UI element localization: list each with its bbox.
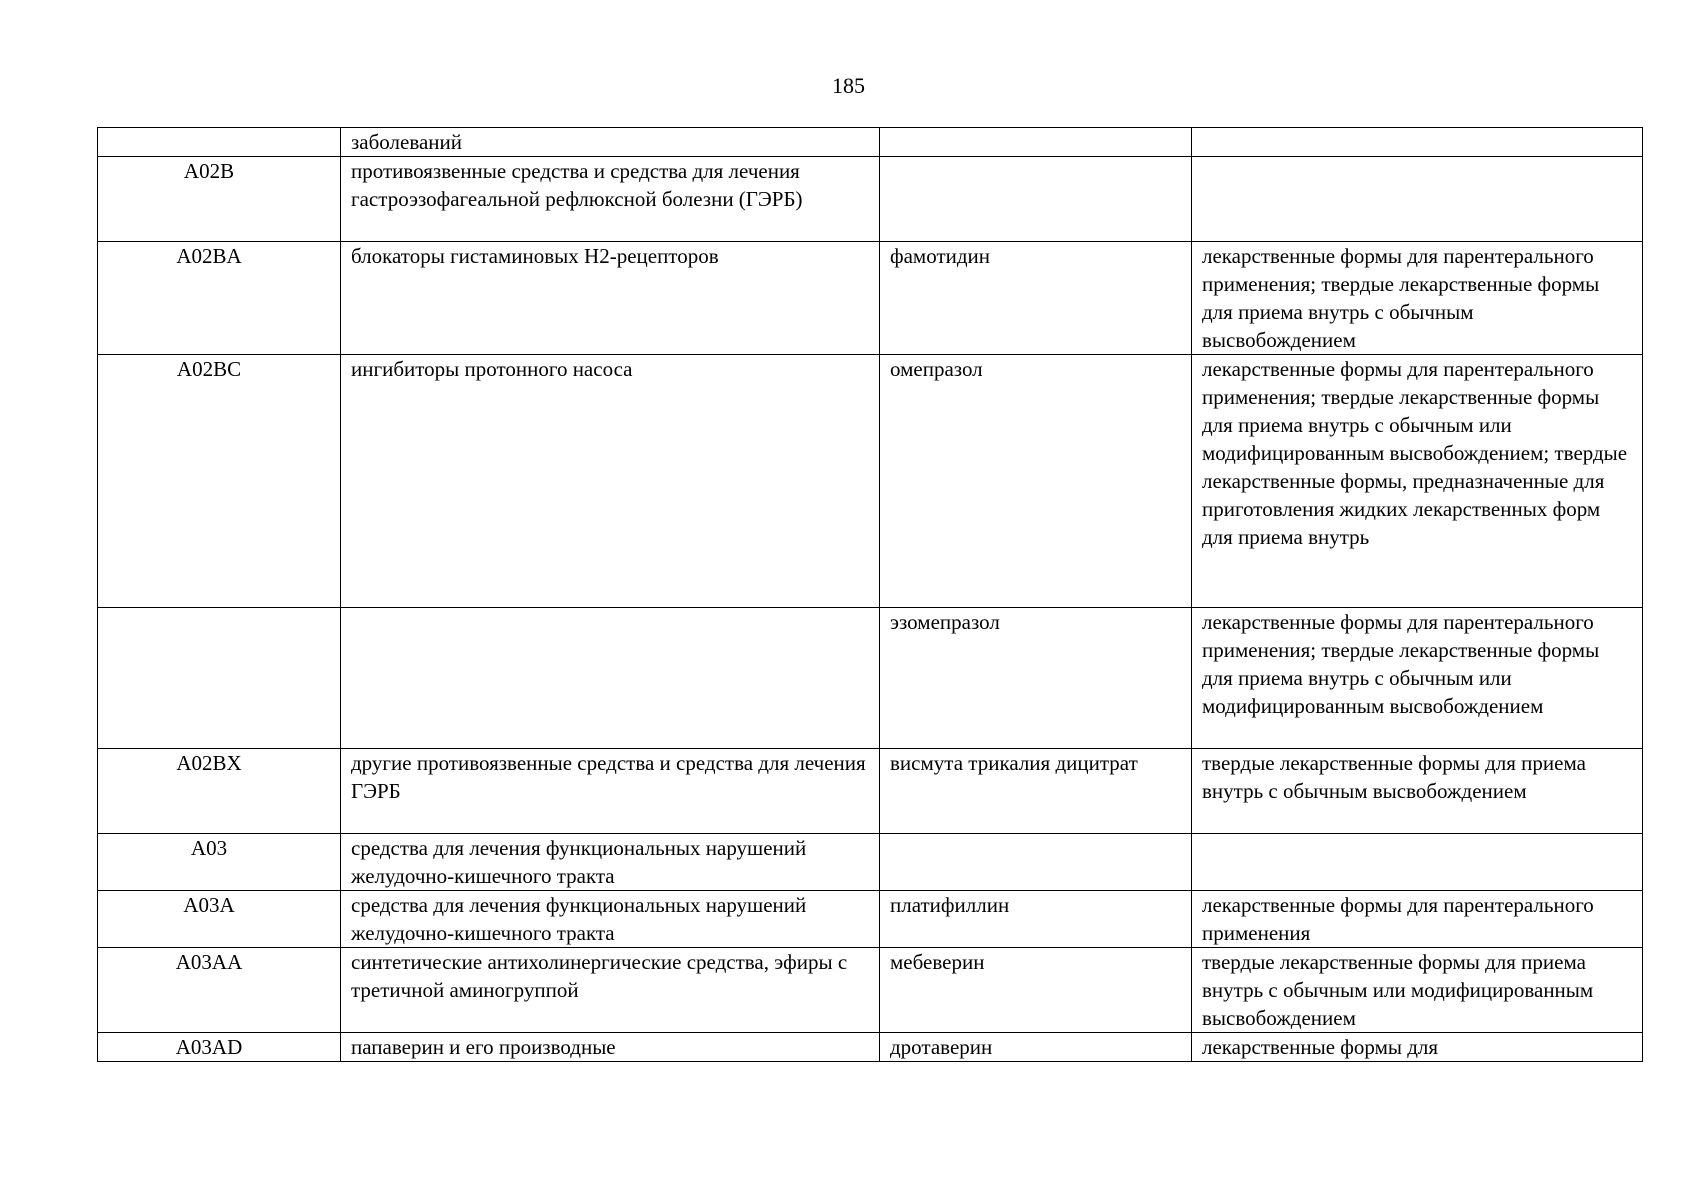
atc-code-cell: A03A bbox=[98, 891, 341, 948]
drug-name-cell bbox=[880, 157, 1192, 242]
table-row bbox=[98, 355, 1643, 608]
drug-table bbox=[97, 127, 1643, 1062]
dosage-forms-cell: лекарственные формы для парентерального применения; твердые лекарственные формы для приема внутрь с обычным или модифицированным высвобождением bbox=[1192, 608, 1643, 749]
drug-name-cell: фамотидин bbox=[880, 242, 1192, 355]
dosage-forms-cell bbox=[1192, 834, 1643, 891]
atc-code-cell: A02B bbox=[98, 157, 341, 242]
atc-code-cell: A03 bbox=[98, 834, 341, 891]
drug-name-cell: омепразол bbox=[880, 355, 1192, 608]
group-name-cell: средства для лечения функциональных нарушений желудочно-кишечного тракта bbox=[341, 834, 880, 891]
group-name-cell: синтетические антихолинергические средства, эфиры с третичной аминогруппой bbox=[341, 948, 880, 1033]
table-row bbox=[98, 157, 1643, 242]
atc-code-cell bbox=[98, 128, 341, 157]
group-name-cell bbox=[341, 608, 880, 749]
drug-name-cell: мебеверин bbox=[880, 948, 1192, 1033]
atc-code-cell bbox=[98, 608, 341, 749]
drug-name-cell bbox=[880, 128, 1192, 157]
table-row bbox=[98, 242, 1643, 355]
group-name-cell: заболеваний bbox=[341, 128, 880, 157]
table-row bbox=[98, 128, 1643, 157]
page-number: 185 bbox=[832, 73, 865, 98]
dosage-forms-cell: лекарственные формы для парентерального применения bbox=[1192, 891, 1643, 948]
group-name-cell: другие противоязвенные средства и средства для лечения ГЭРБ bbox=[341, 749, 880, 834]
table-row bbox=[98, 948, 1643, 1033]
table-row bbox=[98, 1033, 1643, 1062]
group-name-cell: папаверин и его производные bbox=[341, 1033, 880, 1062]
dosage-forms-cell: твердые лекарственные формы для приема внутрь с обычным высвобождением bbox=[1192, 749, 1643, 834]
atc-code-cell: A03AD bbox=[98, 1033, 341, 1062]
dosage-forms-cell: лекарственные формы для bbox=[1192, 1033, 1643, 1062]
atc-code-cell: A02BC bbox=[98, 355, 341, 608]
group-name-cell: блокаторы гистаминовых H2-рецепторов bbox=[341, 242, 880, 355]
table-row bbox=[98, 608, 1643, 749]
drug-name-cell: дротаверин bbox=[880, 1033, 1192, 1062]
dosage-forms-cell bbox=[1192, 128, 1643, 157]
group-name-cell: ингибиторы протонного насоса bbox=[341, 355, 880, 608]
group-name-cell: средства для лечения функциональных нарушений желудочно-кишечного тракта bbox=[341, 891, 880, 948]
dosage-forms-cell: твердые лекарственные формы для приема внутрь с обычным или модифицированным высвобождением bbox=[1192, 948, 1643, 1033]
group-name-cell: противоязвенные средства и средства для лечения гастроэзофагеальной рефлюксной болезни (ГЭРБ) bbox=[341, 157, 880, 242]
dosage-forms-cell: лекарственные формы для парентерального применения; твердые лекарственные формы для приема внутрь с обычным или модифицированным высвобождением; твердые лекарственные формы, предназначенные для приготовления жидких лекарственных форм для приема внутрь bbox=[1192, 355, 1643, 608]
atc-code-cell: A02BA bbox=[98, 242, 341, 355]
table-row bbox=[98, 891, 1643, 948]
table-row bbox=[98, 834, 1643, 891]
drug-name-cell: висмута трикалия дицитрат bbox=[880, 749, 1192, 834]
drug-name-cell: эзомепразол bbox=[880, 608, 1192, 749]
dosage-forms-cell: лекарственные формы для парентерального применения; твердые лекарственные формы для приема внутрь с обычным высвобождением bbox=[1192, 242, 1643, 355]
atc-code-cell: A02BX bbox=[98, 749, 341, 834]
drug-name-cell bbox=[880, 834, 1192, 891]
dosage-forms-cell bbox=[1192, 157, 1643, 242]
atc-code-cell: A03AA bbox=[98, 948, 341, 1033]
table-row bbox=[98, 749, 1643, 834]
drug-name-cell: платифиллин bbox=[880, 891, 1192, 948]
